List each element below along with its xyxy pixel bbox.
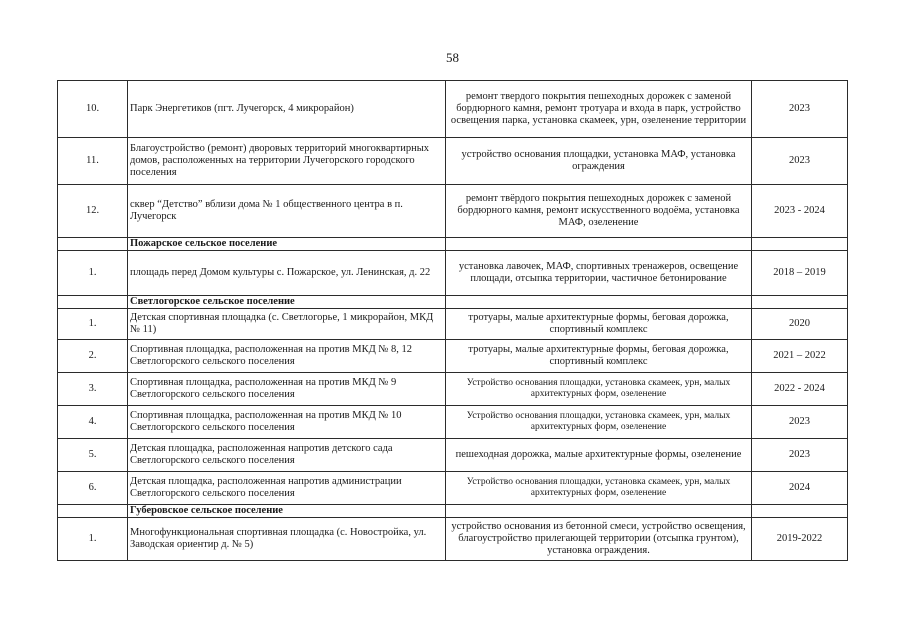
section-title: Губеровское сельское поселение [128, 505, 446, 518]
section-title: Светлогорское сельское поселение [128, 296, 446, 309]
section-row [58, 296, 848, 309]
table-row [58, 518, 848, 561]
work-description: Устройство основания площадки, установка скамеек, урн, малых архитектурных форм, озеленение [446, 373, 752, 406]
row-number: 6. [58, 472, 128, 505]
work-description: устройство основания площадки, установка МАФ, установка ограждения [446, 138, 752, 185]
work-description: пешеходная дорожка, малые архитектурные формы, озеленение [446, 439, 752, 472]
row-number: 12. [58, 185, 128, 238]
table-row [58, 472, 848, 505]
row-number: 5. [58, 439, 128, 472]
object-name: Детская площадка, расположенная напротив детского сада Светлогорского сельского поселения [128, 439, 446, 472]
work-description: установка лавочек, МАФ, спортивных тренажеров, освещение площади, отсыпка территории, частичное бетонирование [446, 251, 752, 296]
section-row [58, 238, 848, 251]
work-description: тротуары, малые архитектурные формы, беговая дорожка, спортивный комплекс [446, 309, 752, 340]
table-row [58, 138, 848, 185]
row-number: 1. [58, 309, 128, 340]
implementation-years [752, 238, 848, 251]
table-row [58, 340, 848, 373]
section-title: Пожарское сельское поселение [128, 238, 446, 251]
work-description: Устройство основания площадки, установка скамеек, урн, малых архитектурных форм, озеленение [446, 406, 752, 439]
implementation-years: 2018 – 2019 [752, 251, 848, 296]
row-number: 11. [58, 138, 128, 185]
table-row [58, 81, 848, 138]
row-number: 2. [58, 340, 128, 373]
object-name: Многофункциональная спортивная площадка (с. Новостройка, ул. Заводская ориентир д. № 5) [128, 518, 446, 561]
object-name: Спортивная площадка, расположенная на против МКД № 8, 12 Светлогорского сельского поселения [128, 340, 446, 373]
implementation-years: 2023 - 2024 [752, 185, 848, 238]
implementation-years: 2023 [752, 138, 848, 185]
work-description: ремонт твёрдого покрытия пешеходных дорожек с заменой бордюрного камня, ремонт искусственного водоёма, установка МАФ, озеленение [446, 185, 752, 238]
table-row [58, 251, 848, 296]
object-name: Спортивная площадка, расположенная на против МКД № 10 Светлогорского сельского поселения [128, 406, 446, 439]
section-row [58, 505, 848, 518]
implementation-years: 2024 [752, 472, 848, 505]
work-description: Устройство основания площадки, установка скамеек, урн, малых архитектурных форм, озеленение [446, 472, 752, 505]
row-number [58, 238, 128, 251]
object-name: Парк Энергетиков (пгт. Лучегорск, 4 микрорайон) [128, 81, 446, 138]
work-description: устройство основания из бетонной смеси, устройство освещения, благоустройство прилегающей территории (отсыпка грунтом), установка ограждения. [446, 518, 752, 561]
row-number [58, 505, 128, 518]
row-number: 1. [58, 518, 128, 561]
object-name: сквер “Детство” вблизи дома № 1 общественного центра в п. Лучегорск [128, 185, 446, 238]
row-number: 3. [58, 373, 128, 406]
object-name: площадь перед Домом культуры с. Пожарское, ул. Ленинская, д. 22 [128, 251, 446, 296]
row-number: 10. [58, 81, 128, 138]
row-number [58, 296, 128, 309]
object-name: Благоустройство (ремонт) дворовых территорий многоквартирных домов, расположенных на территории Лучегорского городского поселения [128, 138, 446, 185]
table-row [58, 406, 848, 439]
work-description: тротуары, малые архитектурные формы, беговая дорожка, спортивный комплекс [446, 340, 752, 373]
object-name: Спортивная площадка, расположенная на против МКД № 9 Светлогорского сельского поселения [128, 373, 446, 406]
work-description [446, 296, 752, 309]
implementation-years: 2020 [752, 309, 848, 340]
row-number: 4. [58, 406, 128, 439]
implementation-years: 2022 - 2024 [752, 373, 848, 406]
work-description: ремонт твердого покрытия пешеходных дорожек с заменой бордюрного камня, ремонт тротуара и входа в парк, устройство освещения парка, установка скамеек, урн, озеленение территории [446, 81, 752, 138]
implementation-years [752, 296, 848, 309]
implementation-years: 2019-2022 [752, 518, 848, 561]
table-row [58, 439, 848, 472]
work-description [446, 505, 752, 518]
table-row [58, 373, 848, 406]
implementation-years: 2021 – 2022 [752, 340, 848, 373]
program-table [57, 80, 848, 561]
implementation-years: 2023 [752, 81, 848, 138]
page-number: 58 [446, 50, 459, 65]
implementation-years: 2023 [752, 406, 848, 439]
implementation-years: 2023 [752, 439, 848, 472]
table-row [58, 185, 848, 238]
table-row [58, 309, 848, 340]
row-number: 1. [58, 251, 128, 296]
object-name: Детская спортивная площадка (с. Светлогорье, 1 микрорайон, МКД № 11) [128, 309, 446, 340]
work-description [446, 238, 752, 251]
object-name: Детская площадка, расположенная напротив администрации Светлогорского сельского поселения [128, 472, 446, 505]
implementation-years [752, 505, 848, 518]
